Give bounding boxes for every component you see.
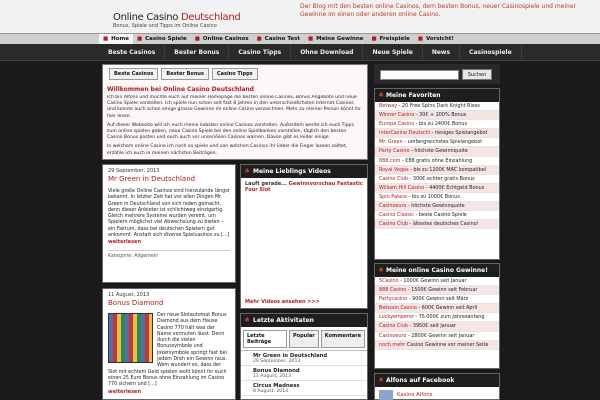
sidebar-row[interactable] (375, 129, 499, 138)
bullet-icon: ■ (256, 36, 264, 42)
mainnav-item[interactable]: Neue Spiele (363, 44, 422, 61)
post-category[interactable]: Kategorie: Allgemein (108, 250, 230, 259)
sidebar-row-desc: - umfangreichstes Spielangebot (402, 139, 483, 146)
activity-tab[interactable]: Kommentare (321, 330, 365, 348)
facebook-title: Alfons auf Facebook (386, 377, 455, 384)
post-date: 11 August, 2013 (108, 292, 150, 298)
bullet-icon: ■ (371, 36, 379, 42)
header-description: Der Blog mit den besten online Casinos, dem besten Bonus, neuer Casinospiele und meiner Gewinne im einen oder anderen online Casino. (300, 3, 577, 18)
favorites-header (375, 89, 499, 102)
facebook-profile[interactable] (375, 387, 499, 400)
topnav-label: Online Casinos (202, 36, 249, 42)
activity-item-date: 29 September, 2013 (253, 359, 301, 364)
sidebar-row-name[interactable]: Betsoon Casino (379, 305, 417, 312)
sidebar-row-name[interactable]: InterCasino Deutschl (379, 130, 430, 137)
topnav-label: Freispiele (379, 36, 410, 42)
sidebar-row[interactable] (375, 332, 499, 341)
sidebar-row[interactable] (375, 295, 499, 304)
welcome-panel (102, 64, 368, 160)
post-card (102, 164, 236, 283)
post-excerpt (108, 313, 230, 395)
activity-widget (240, 313, 368, 400)
content-tab[interactable]: Bester Bonus (161, 68, 209, 80)
sidebar-row-name[interactable]: Luckyemperor (379, 314, 414, 321)
activity-title: Letzte Aktivitaten (253, 317, 314, 324)
facebook-header (375, 374, 499, 387)
videos-now-playing (241, 178, 367, 196)
sidebar-row[interactable] (375, 120, 499, 129)
sidebar-row[interactable] (375, 184, 499, 193)
videos-widget (240, 164, 368, 309)
activity-item-date: 11 August, 2013 (253, 374, 291, 379)
bullet-icon: ■ (307, 36, 316, 42)
post-title[interactable]: Bonus Diamond (108, 299, 164, 307)
spade-icon: ♠ (378, 91, 385, 99)
sidebar-row-name[interactable]: Casinoeuro (379, 203, 407, 210)
activity-item-date: 8 August, 2013 (253, 389, 289, 394)
sidebar-row-name[interactable]: Casino Club (379, 221, 408, 228)
sidebar-row-desc: - bis zu 2400€ Bonus (414, 121, 468, 128)
post-thumbnail[interactable] (108, 313, 153, 363)
sidebar-row[interactable] (375, 175, 499, 184)
facebook-name: Kasino Alfons (397, 392, 433, 398)
post-title[interactable]: Mr Green in Deutschland (108, 175, 196, 183)
sidebar-row[interactable] (375, 304, 499, 313)
sidebar-row-desc: - bis zu 1200€ MAC kompatibel (408, 166, 487, 173)
topnav-label: Casino Test (264, 36, 300, 42)
sidebar-row-name[interactable]: Casino Club (379, 323, 408, 330)
site-title[interactable] (113, 12, 240, 23)
winnings-widget (374, 263, 500, 369)
sidebar-row[interactable] (375, 138, 499, 147)
sidebar-row-desc: - bis zu 1000€ Bonus (407, 193, 460, 200)
mainnav-item[interactable]: News (423, 44, 460, 61)
sidebar-row[interactable] (375, 157, 499, 166)
post-excerpt (108, 189, 230, 246)
sidebar-row-desc: - 300€ echter gratis Bonus (407, 175, 475, 182)
sidebar-row-desc: - €88 gratis ohne Einzahlung (400, 157, 473, 164)
sidebar-row-desc: Casino Gewinne vor meiner Seite (405, 341, 489, 348)
sidebar-row-desc: - 75.000€ zum Jahresanfang (413, 314, 485, 321)
activity-item[interactable] (241, 351, 367, 366)
sidebar-row[interactable] (375, 313, 499, 322)
welcome-title: Willkommen bei Online Casino Deutschland (107, 86, 254, 93)
facebook-avatar (379, 390, 393, 400)
now-playing-label: Lauft gerade... (245, 181, 287, 187)
activity-item-title: Circus Madness (253, 383, 300, 389)
search-bar (374, 64, 500, 84)
sidebar-row-desc: - 30€ + 200% Bonus (414, 112, 467, 119)
search-button[interactable]: Suchen (462, 69, 492, 80)
sidebar-row-desc: - 20 Free Spins Dark Knight Rises (397, 103, 480, 109)
site-title-b: Deutschland (180, 12, 241, 23)
topnav-label: Casino Spiele (145, 36, 187, 42)
welcome-text (107, 95, 363, 166)
topnav-label: Home (111, 36, 129, 42)
sidebar-row-desc: - beste Casino Spiele (413, 212, 467, 219)
search-input[interactable] (380, 70, 459, 80)
activity-item-title: Mr Green in Deutschland (253, 353, 328, 359)
activity-item-title: Bonus Diamond (253, 368, 300, 374)
sidebar-row-name[interactable]: Royal Vegas (379, 166, 409, 173)
post-date: 29 September, 2013 (108, 168, 160, 174)
content-tab[interactable]: Beste Casinos (109, 68, 158, 80)
bullet-icon: ■ (103, 36, 111, 42)
bullet-icon: ■ (194, 36, 202, 42)
facebook-widget (374, 373, 500, 400)
sidebar-row-name[interactable]: Spin Palace (379, 193, 408, 200)
welcome-paragraph: Auf dieser Webseite will ich euch meine liebsten online Casinos vorstellen. Außerdem werde ich euch Tipps zum online spielen geben, neue Casino Spiele bei den online Spielbanken vorstellen, täglich den besten Casino Bonus posten und euch auch vor unseriösen Casinos warnen. Davon gibt es leider einige. (107, 122, 354, 141)
read-more-link[interactable]: weiterlesen (108, 239, 142, 246)
winnings-title: Meine online Casino Gewinne! (386, 267, 488, 274)
welcome-paragraph: In welchem online Casino ich noch so spiele und von welchen Casinos ihr lieber die Finger lassen solltet, erzähle ich euch in meinen nächsten Beiträgen. (107, 144, 348, 156)
sidebar-row[interactable] (375, 277, 499, 286)
welcome-paragraph: Ich bin Alfons und möchte euch auf meiner Homepage die besten online Casinos, Bonus Angebote und neue Casino Spiele vorstellen. Ich spiele nun schon seit fast 8 Jahren in den unterschiedlichsten Internet Casinos und konnte auch schon einige grosse Gewinne im online Casino verzeichnen. Mehr zu meiner Person könnt ihr hier lesen. (107, 95, 362, 119)
post-card (102, 288, 236, 400)
sidebar-row-desc: - 900€ Gewinn seit März (407, 296, 469, 303)
activity-header (241, 314, 367, 327)
sidebar-row[interactable] (375, 147, 499, 156)
top-navigation (0, 33, 600, 44)
sidebar-row[interactable] (375, 220, 499, 229)
favorites-title: Meine Favoriten (386, 92, 441, 99)
sidebar-row-name[interactable]: 5Casino (379, 278, 399, 284)
more-videos-link[interactable]: Mehr Videos ansehen >>> (245, 299, 320, 305)
activity-item[interactable] (241, 381, 367, 396)
sidebar-row-desc: - höchste Gewinnquote (409, 148, 468, 155)
sidebar-row-desc: - höchste Gewinnquote (406, 203, 465, 210)
sidebar-row-name[interactable]: Casino Classic (379, 212, 414, 219)
sidebar-row[interactable] (375, 211, 499, 220)
sidebar-row-name[interactable]: Winner Casino (379, 112, 415, 119)
topnav-label: Vorsicht! (425, 36, 454, 42)
activity-item[interactable] (241, 366, 367, 381)
site-tagline: Bonus, Spiele und Tipps im Online Casino (113, 23, 217, 29)
sidebar-row[interactable] (375, 166, 499, 175)
mainnav-item[interactable]: Beste Casinos (99, 44, 165, 61)
spade-icon: ♠ (378, 376, 385, 384)
site-header (0, 0, 600, 33)
sidebar-row-desc: - 4400€ Echtgeld Bonus (424, 184, 485, 191)
read-more-link[interactable]: weiterlesen (108, 388, 142, 395)
sidebar-row-name[interactable]: 888 Casino (379, 287, 407, 294)
videos-header (241, 165, 367, 178)
sidebar-row-name[interactable]: Casino Club (379, 175, 408, 182)
sidebar-row[interactable] (375, 102, 499, 111)
site-title-a: Online Casino (113, 12, 179, 23)
sidebar-row[interactable] (375, 286, 499, 295)
now-playing-link[interactable]: Gewinnvorschau Fantastic Four Slot (245, 181, 363, 193)
sidebar-row-name[interactable]: Party Casino (379, 148, 410, 155)
mainnav-item[interactable]: Casinospiele (460, 44, 522, 61)
sidebar-row-name[interactable]: Mr. Green (379, 139, 403, 146)
sidebar-row-name[interactable]: Casinoeuro (379, 332, 407, 339)
favorites-widget (374, 88, 500, 260)
spade-icon: ♠ (378, 266, 385, 274)
sidebar-row-desc: - 1500€ Gewinn seit Februar (406, 287, 478, 294)
content-tab[interactable]: Casino Tipps (212, 68, 258, 80)
mainnav-item[interactable]: Ohne Download (291, 44, 363, 61)
post-excerpt-text: Der neue Slotautomat Bonus Diamond aus dem Hause Casino 770 hält was der Name vermuten lässt. Denn durch die vielen Bonussymbole und Jokersymbole springt fast bei jedem Dreh ein Gewinn raus. Wem wundert es, dass der Slot mit echtem Geld spielen wollt könnt ihr euch einen 25 Euro Bonus ohne Einzahlung im Casino 770 sichern und [...] (108, 313, 227, 388)
mainnav-item[interactable]: Bester Bonus (165, 44, 229, 61)
sidebar-row-name[interactable]: Betway (379, 103, 398, 109)
sidebar-row[interactable] (375, 111, 499, 120)
sidebar-row[interactable] (375, 193, 499, 202)
sidebar-row-desc: - 1000€ Gewinn seit Januar (398, 278, 467, 284)
topnav-label: Meine Gewinne (316, 36, 364, 42)
sidebar-row-name[interactable]: Partycasino (379, 296, 408, 303)
main-navigation (0, 44, 600, 61)
sidebar-row[interactable] (375, 341, 499, 350)
sidebar-row-name[interactable]: noch mehr (379, 341, 406, 348)
sidebar-row-name[interactable]: William Hill Casino (379, 184, 425, 191)
spade-icon: ♠ (244, 167, 251, 175)
activity-tab[interactable]: Letzte Beiträge (243, 330, 287, 348)
activity-tab[interactable]: Popular (289, 330, 319, 348)
sidebar-row-desc: - 600€ Gewinn seit April (416, 305, 478, 312)
winnings-header (375, 264, 499, 277)
sidebar-row-name[interactable]: 888.com (379, 157, 401, 164)
post-excerpt-text: Viele große Online Casinos sind hierzulande längst bekannt. In letzter Zeit hat vor allen Dingen Mr. Green in Deutschland von sich reden gemacht, denn dieser Anbieter ist schlichtweg einzigartig. Gleich mehrere Systeme wurden vereint, um Spielern möglichst viel Abwechslung zu bieten – ein Faktum, dass bei deutschen Spielern gut ankommt. Anstatt sich diverse Spielcasinos zu [...] (108, 189, 230, 239)
spade-icon: ♠ (244, 316, 251, 324)
sidebar-row[interactable] (375, 322, 499, 331)
bullet-icon: ■ (136, 36, 145, 42)
sidebar-row[interactable] (375, 202, 499, 211)
sidebar-row-desc: - ältestes deutsches Casino! (407, 221, 479, 228)
bullet-icon: ■ (417, 36, 425, 42)
mainnav-item[interactable]: Casino Tipps (229, 44, 291, 61)
videos-title: Meine Lieblings Videos (253, 168, 331, 175)
sidebar-row-desc: - 2800€ Gewinn seit Januar (406, 332, 475, 339)
sidebar-row-desc: - 3950€ seit Januar (407, 323, 456, 330)
sidebar-row-desc: - riesiges Spielangebot (429, 130, 488, 137)
sidebar-row-name[interactable]: Europa Casino (379, 121, 415, 128)
